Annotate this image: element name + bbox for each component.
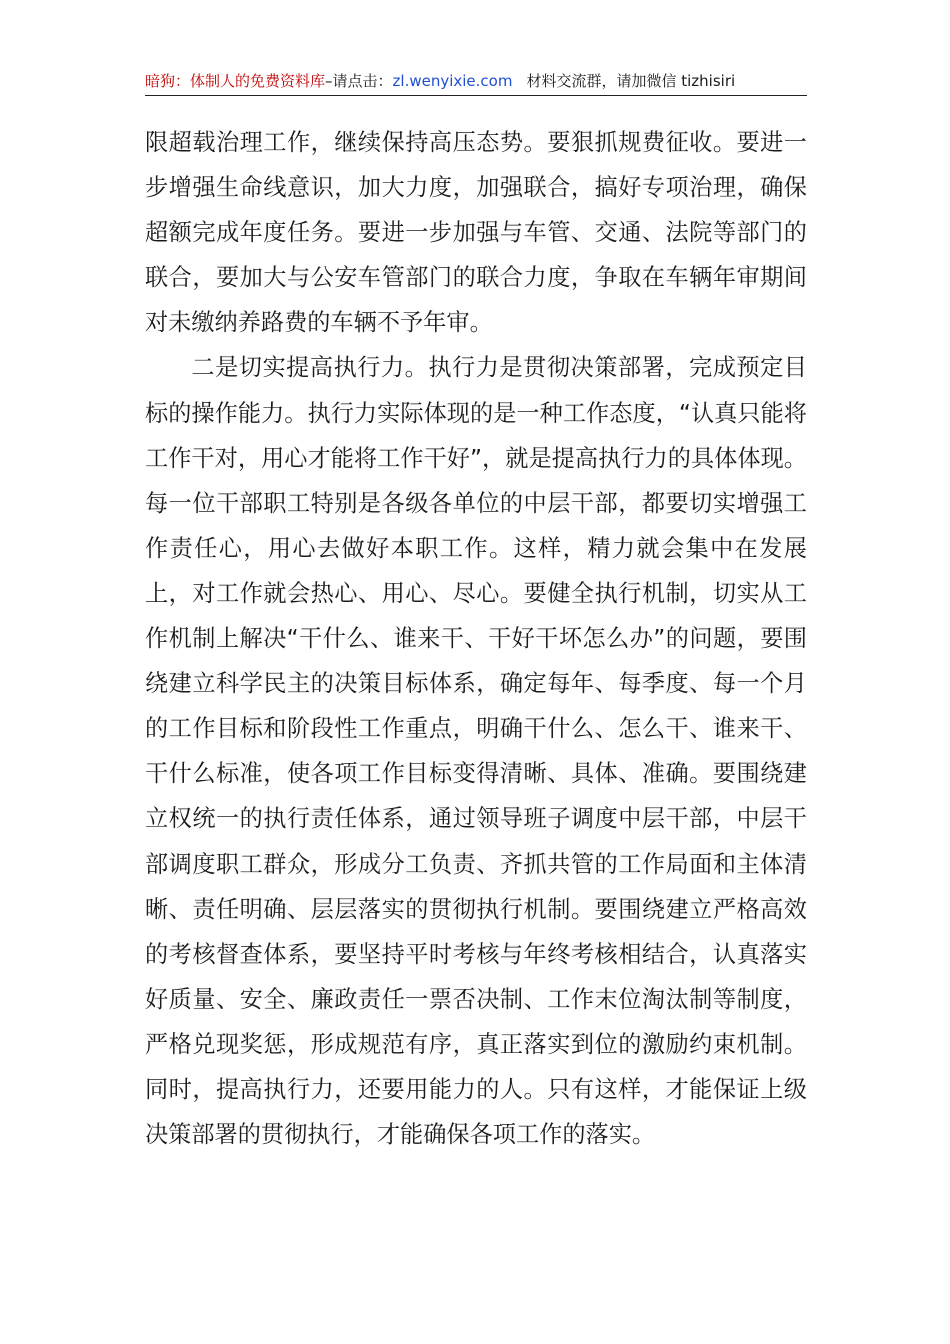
paragraph-execution: 二是切实提高执行力。执行力是贯彻决策部署，完成预定目标的操作能力。执行力实际体现的是一种工作态度，“认真只能将工作干对，用心才能将工作干好”，就是提高执行力的具体体现。每一位干部职工特别是各级各单位的中层干部，都要切实增强工作责任心，用心去做好本职工作。这样，精力就会集中在发展上，对工作就会热心、用心、尽心。要健全执行机制，切实从工作机制上解决“干什么、谁来干、干好干坏怎么办”的问题，要围绕建立科学民主的决策目标体系，确定每年、每季度、每一个月的工作目标和阶段性工作重点，明确干什么、怎么干、谁来干、干什么标准，使各项工作目标变得清晰、具体、准确。要围绕建立权统一的执行责任体系，通过领导班子调度中层干部，中层干部调度职工群众，形成分工负责、齐抓共管的工作局面和主体清晰、责任明确、层层落实的贯彻执行机制。要围绕建立严格高效的考核督查体系，要坚持平时考核与年终考核相结合，认真落实好质量、安全、廉政责任一票否决制、工作末位淘汰制等制度，严格兑现奖惩，形成规范有序，真正落实到位的激励约束机制。同时，提高执行力，还要用能力的人。只有这样，才能保证上级决策部署的贯彻执行，才能确保各项工作的落实。 [145,354,807,1149]
header-divider [145,95,807,96]
page-header [145,68,807,94]
header-note: 材料交流群，请加微信 tizhisiri [526,72,736,90]
paragraph-continued: 限超载治理工作，继续保持高压态势。要狠抓规费征收。要进一步增强生命线意识，加大力度，加强联合，搞好专项治理，确保超额完成年度任务。要进一步加强与车管、交通、法院等部门的联合，要加大与公安车管部门的联合力度，争取在车辆年审期间对未缴纳养路费的车辆不予年审。 [145,129,807,337]
document-body [145,120,807,1157]
header-link[interactable]: zl.wenyixie.com [392,72,513,90]
header-brand: 暗狗：体制人的免费资料库 [145,72,326,90]
header-prompt: –请点击： [325,72,393,90]
